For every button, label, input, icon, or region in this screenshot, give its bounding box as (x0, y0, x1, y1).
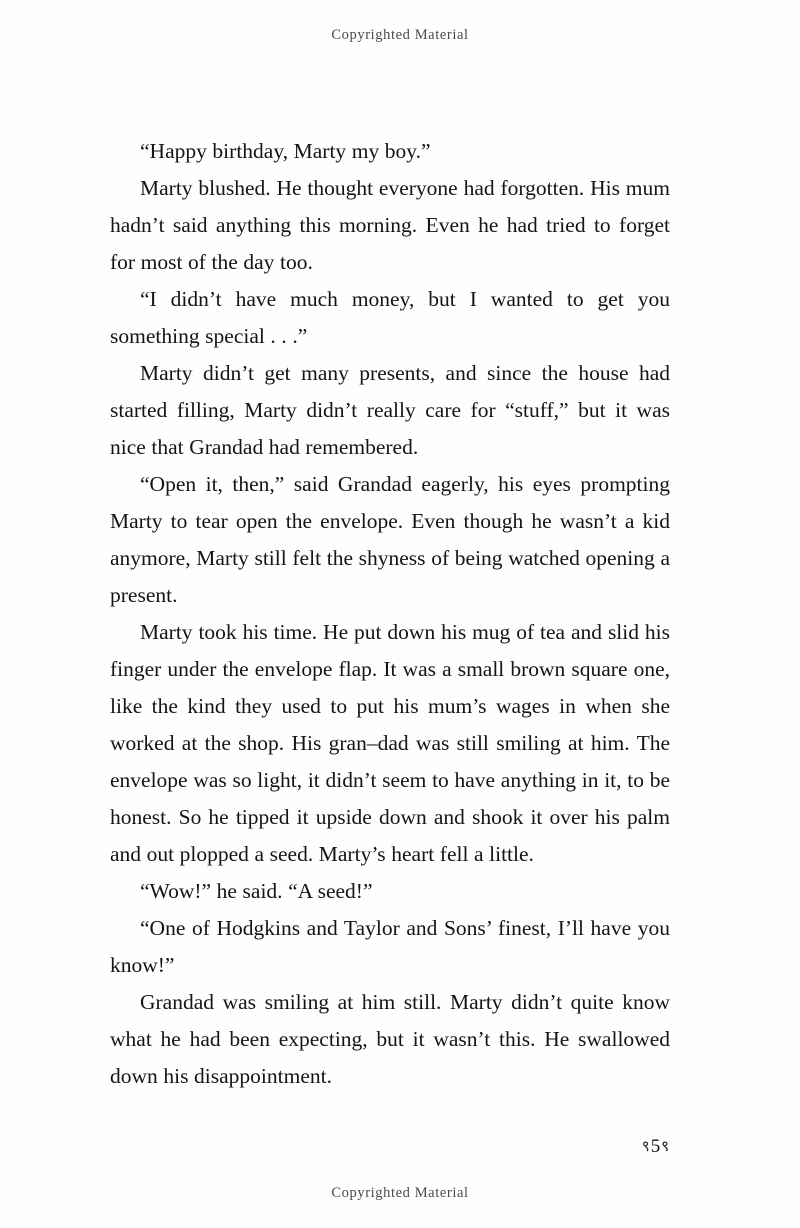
paragraph: “Open it, then,” said Grandad eagerly, his eyes prompting Marty to tear open the envelope. Even though he wasn’t a kid anymore, Marty still felt the shyness of being watched opening a present. (110, 472, 670, 607)
paragraph: “Wow!” he said. “A seed!” (140, 879, 373, 903)
paragraph: “Happy birthday, Marty my boy.” (140, 139, 431, 163)
paragraph: Grandad was smiling at him still. Marty didn’t quite know what he had been expecting, but it wasn’t this. He swallowed down his disappointment. (110, 990, 670, 1088)
folio-ornament-right: ९ (661, 1139, 670, 1155)
paragraph: “One of Hodgkins and Taylor and Sons’ finest, I’ll have you know!” (110, 916, 670, 977)
folio-ornament-left: ९ (641, 1139, 651, 1155)
paragraph: Marty took his time. He put down his mug of tea and slid his finger under the envelope flap. It was a small brown square one, like the kind they used to put his mum’s wages in when she worked at the shop. His gran–dad was still smiling at him. The envelope was so light, it didn’t seem to have anything in it, to be honest. So he tipped it upside down and shook it over his palm and out plopped a seed. Marty’s heart fell a little. (110, 620, 670, 866)
folio-number: 5 (650, 1136, 662, 1157)
copyright-watermark-bottom: Copyrighted Material (331, 1185, 469, 1201)
paragraph: Marty blushed. He thought everyone had forgotten. His mum hadn’t said anything this morning. Even he had tried to forget for most of the day too. (110, 176, 670, 274)
paragraph: Marty didn’t get many presents, and since the house had started filling, Marty didn’t really care for “stuff,” but it was nice that Grandad had remembered. (110, 361, 670, 459)
copyright-watermark-top: Copyrighted Material (331, 27, 469, 43)
page-number (110, 1136, 670, 1158)
page-body-text (110, 133, 670, 1095)
paragraph: “I didn’t have much money, but I wanted to get you something special . . .” (110, 287, 670, 348)
